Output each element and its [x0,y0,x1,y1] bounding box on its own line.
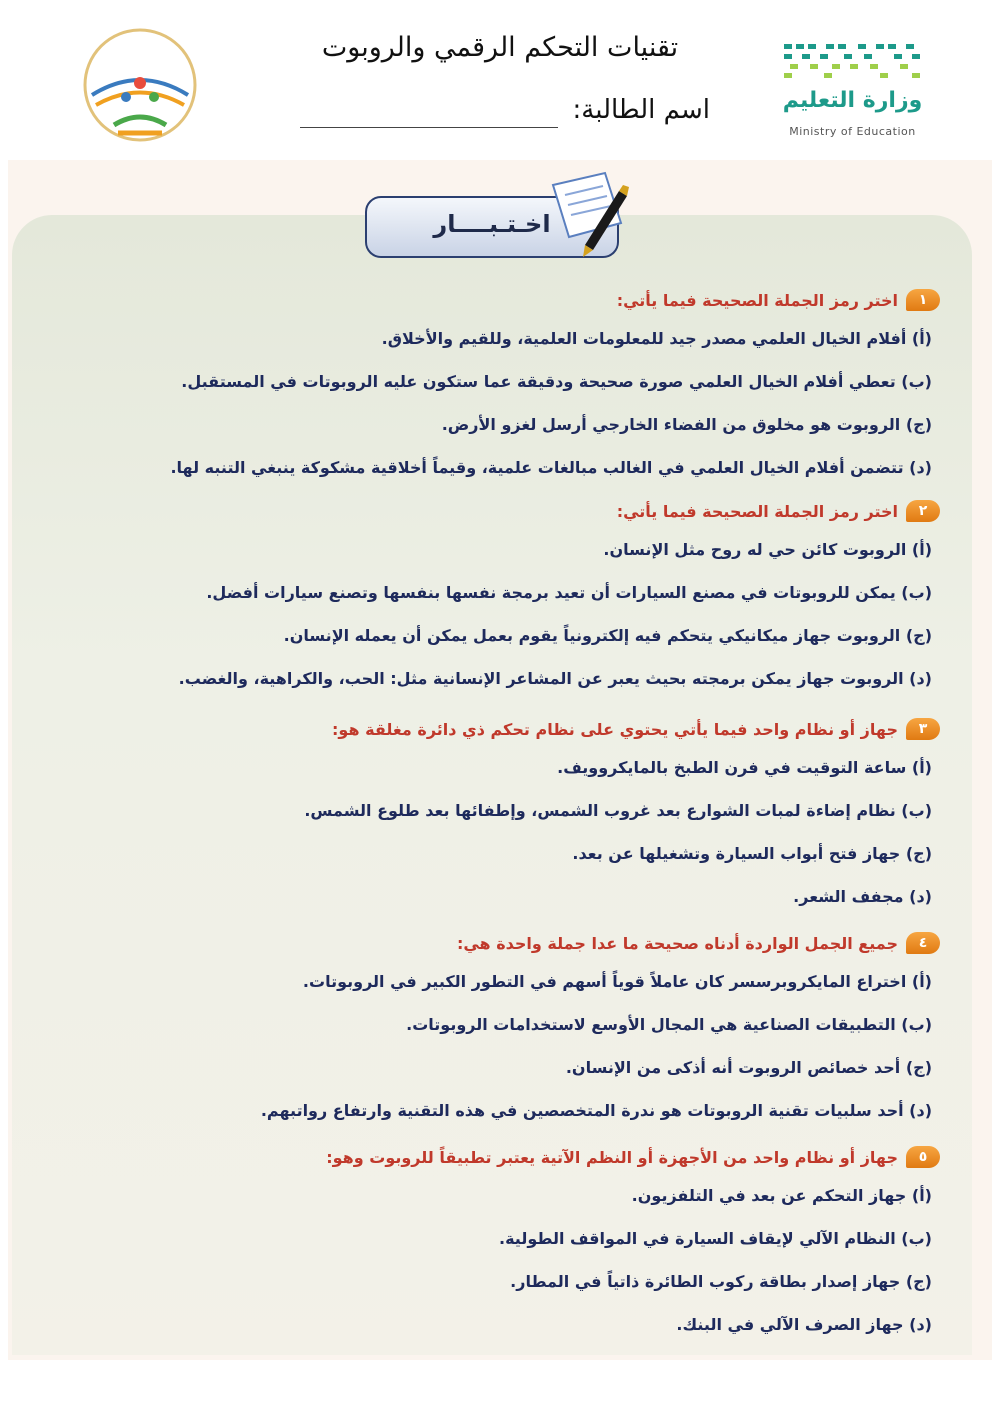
answer-option[interactable]: (أ) جهاز التحكم عن بعد في التلفزيون. [631,1186,932,1205]
question-prompt: جميع الجمل الواردة أدناه صحيحة ما عدا جملة واحدة هي: [456,933,898,953]
answer-option[interactable]: (أ) اختراع المايكروبرسسر كان عاملاً قوياً أسهم في التطور الكبير في الروبوتات. [302,972,932,991]
student-name-label: اسم الطالبة: [572,95,710,125]
question-number-badge: ٤ [906,932,940,954]
answer-option[interactable]: (ب) يمكن للروبوتات في مصنع السيارات أن تعيد برمجة نفسها بنفسها وتصنع سيارات أفضل. [206,583,932,602]
worksheet-title: تقنيات التحكم الرقمي والروبوت [321,32,679,63]
answer-option[interactable]: (ج) الروبوت جهاز ميكانيكي يتحكم فيه إلكترونياً يقوم بعمل يمكن أن يعمله الإنسان. [283,626,932,645]
answer-option[interactable]: (د) أحد سلبيات تقنية الروبوتات هو ندرة المتخصصين في هذه التقنية وارتفاع رواتبهم. [260,1101,932,1120]
question-number-badge: ٣ [906,718,940,740]
answer-option[interactable]: (د) الروبوت جهاز يمكن برمجته بحيث يعبر عن المشاعر الإنسانية مثل: الحب، والكراهية، والغضب. [178,669,932,688]
student-name-line[interactable] [300,127,558,128]
answer-option[interactable]: (ج) جهاز فتح أبواب السيارة وتشغيلها عن بعد. [572,844,932,863]
question-3 [40,712,940,918]
answer-option[interactable]: (أ) ساعة التوقيت في فرن الطبخ بالمايكروويف. [557,758,932,777]
ministry-name-ar: وزارة التعليم [782,88,923,113]
answer-option[interactable]: (د) مجفف الشعر. [793,887,932,906]
answer-option[interactable]: (ج) جهاز إصدار بطاقة ركوب الطائرة ذاتياً في المطار. [510,1272,932,1291]
ministry-logo [780,40,925,150]
ministry-dots-icon [780,40,925,80]
quiz-banner-label: اخـتـبــــار [433,210,551,238]
answer-option[interactable]: (د) جهاز الصرف الآلي في البنك. [676,1315,932,1334]
answer-option[interactable]: (ب) التطبيقات الصناعية هي المجال الأوسع لاستخدامات الروبوتات. [406,1015,932,1034]
question-1 [40,283,940,489]
question-2 [40,494,940,700]
question-number-badge: ٥ [906,1146,940,1168]
question-prompt: اختر رمز الجملة الصحيحة فيما يأتي: [616,290,898,310]
question-prompt: جهاز أو نظام واحد من الأجهزة أو النظم الآتية يعتبر تطبيقاً للروبوت وهو: [326,1147,898,1167]
pen-paper-icon [545,165,630,260]
question-number-badge: ٢ [906,500,940,522]
question-number-badge: ١ [906,289,940,311]
answer-option[interactable]: (أ) أفلام الخيال العلمي مصدر جيد للمعلومات العلمية، وللقيم والأخلاق. [381,329,932,348]
answer-option[interactable]: (د) تتضمن أفلام الخيال العلمي في الغالب مبالغات علمية، وقيماً أخلاقية مشكوكة ينبغي التنبه لها. [170,458,932,477]
ministry-name-en: Ministry of Education [789,125,916,138]
answer-option[interactable]: (ب) تعطي أفلام الخيال العلمي صورة صحيحة ودقيقة عما ستكون عليه الروبوتات في المستقبل. [181,372,932,391]
answer-option[interactable]: (ب) نظام إضاءة لمبات الشوارع بعد غروب الشمس، وإطفائها بعد طلوع الشمس. [304,801,932,820]
answer-option[interactable]: (ب) النظام الآلي لإيقاف السيارة في المواقف الطولية. [499,1229,932,1248]
answer-option[interactable]: (ج) الروبوت هو مخلوق من الفضاء الخارجي أرسل لغزو الأرض. [441,415,932,434]
question-5 [40,1140,940,1346]
question-prompt: جهاز أو نظام واحد فيما يأتي يحتوي على نظام تحكم ذي دائرة مغلقة هو: [332,719,898,739]
school-logo-icon [78,25,203,145]
question-4 [40,926,940,1132]
question-prompt: اختر رمز الجملة الصحيحة فيما يأتي: [616,501,898,521]
answer-option[interactable]: (أ) الروبوت كائن حي له روح مثل الإنسان. [603,540,932,559]
answer-option[interactable]: (ج) أحد خصائص الروبوت أنه أذكى من الإنسان. [565,1058,932,1077]
